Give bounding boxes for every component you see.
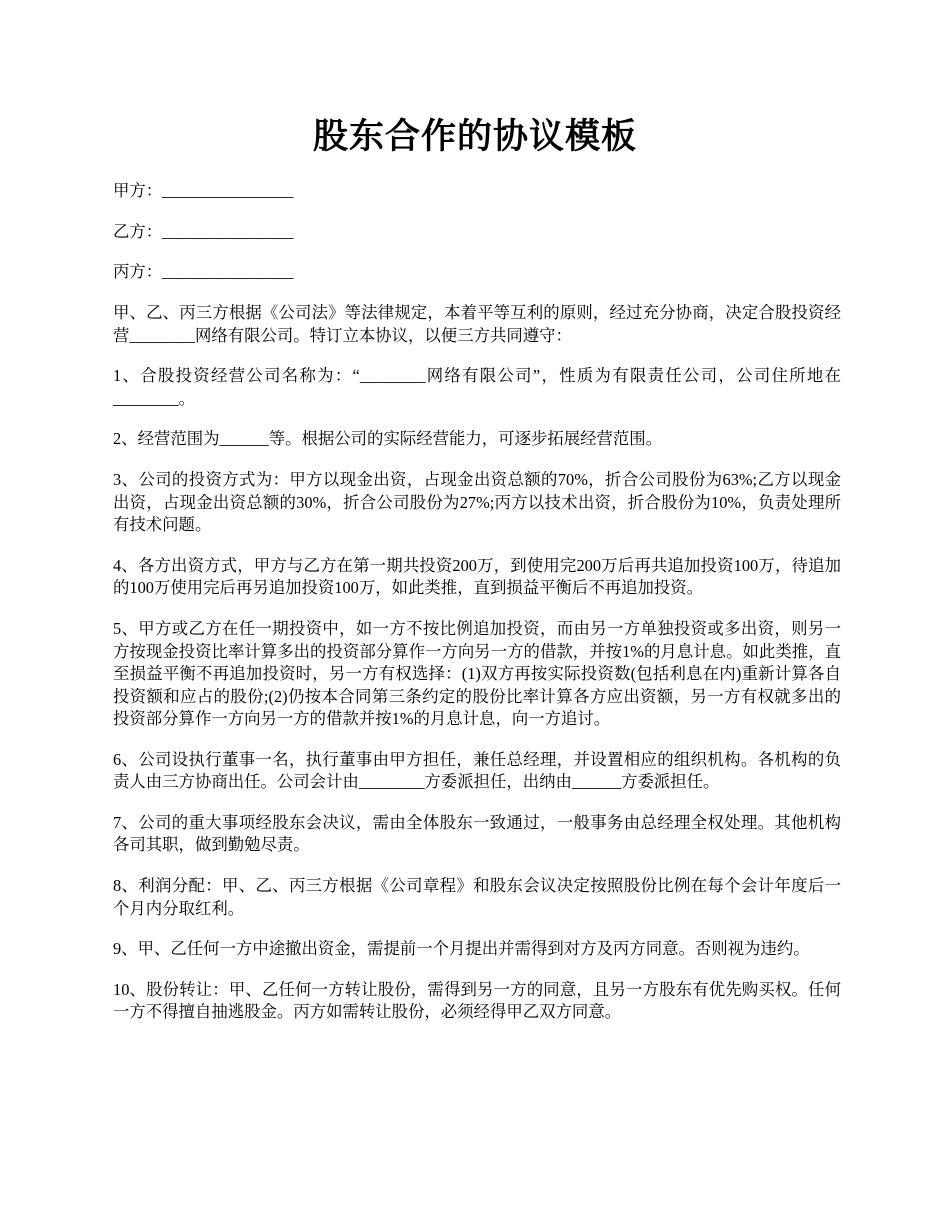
clause-8: 8、利润分配：甲、乙、丙三方根据《公司章程》和股东会议决定按照股份比例在每个会计年度后一个月内分取红利。 <box>113 876 841 918</box>
clause-5: 5、甲方或乙方在任一期投资中，如一方不按比例追加投资，而由另一方单独投资或多出资，则另一方按现金投资比率计算多出的投资部分算作一方向另一方的借款，并按1%的月息计息。如此类推，直至损益平衡不再追加投资时，另一方有权选择：(1)双方再按实际投资数(包括利息在内)重新计算各自投资额和应占的股份;(2)仍按本合同第三条约定的股份比率计算各方应出资额，另一方有权就多出的投资部分算作一方向另一方的借款并按1%的月息计息，向一方追讨。 <box>113 619 841 728</box>
document-title: 股东合作的协议模板 <box>312 117 637 157</box>
party-line-c: 丙方：________________ <box>113 262 294 282</box>
clause-4: 4、各方出资方式，甲方与乙方在第一期共投资200万，到使用完200万后再共追加投资100万，待追加的100万使用完后再另追加投资100万，如此类推，直到损益平衡后不再追加投资。 <box>113 555 841 598</box>
clause-6: 6、公司设执行董事一名，执行董事由甲方担任，兼任总经理，并设置相应的组织机构。各机构的负责人由三方协商出任。公司会计由________方委派担任，出纳由______方委派担任。 <box>113 749 841 792</box>
party-line-a: 甲方：________________ <box>113 181 294 200</box>
clause-2: 2、经营范围为______等。根据公司的实际经营能力，可逐步拓展经营范围。 <box>113 429 663 449</box>
clause-3: 3、公司的投资方式为：甲方以现金出资，占现金出资总额的70%，折合公司股份为63%;乙方以现金出资，占现金出资总额的30%，折合公司股份为27%;丙方以技术出资，折合股份为10%，负责处理所有技术问题。 <box>113 470 841 535</box>
clause-1: 1、合股投资经营公司名称为：“________网络有限公司”，性质为有限责任公司，公司住所地在________。 <box>113 366 841 408</box>
preamble-paragraph: 甲、乙、丙三方根据《公司法》等法律规定，本着平等互利的原则，经过充分协商，决定合股投资经营________网络有限公司。特订立本协议，以便三方共同遵守： <box>113 303 841 345</box>
clause-9: 9、甲、乙任何一方中途撤出资金，需提前一个月提出并需得到对方及丙方同意。否则视为违约。 <box>113 939 810 959</box>
clause-10: 10、股份转让：甲、乙任何一方转让股份，需得到另一方的同意，且另一方股东有优先购买权。任何一方不得擅自抽逃股金。丙方如需转让股份，必须经得甲乙双方同意。 <box>113 979 841 1022</box>
party-line-b: 乙方：________________ <box>113 221 294 241</box>
clause-7: 7、公司的重大事项经股东会决议，需由全体股东一致通过，一般事务由总经理全权处理。其他机构各司其职，做到勤勉尽责。 <box>113 812 841 855</box>
document-body <box>113 180 841 1042</box>
